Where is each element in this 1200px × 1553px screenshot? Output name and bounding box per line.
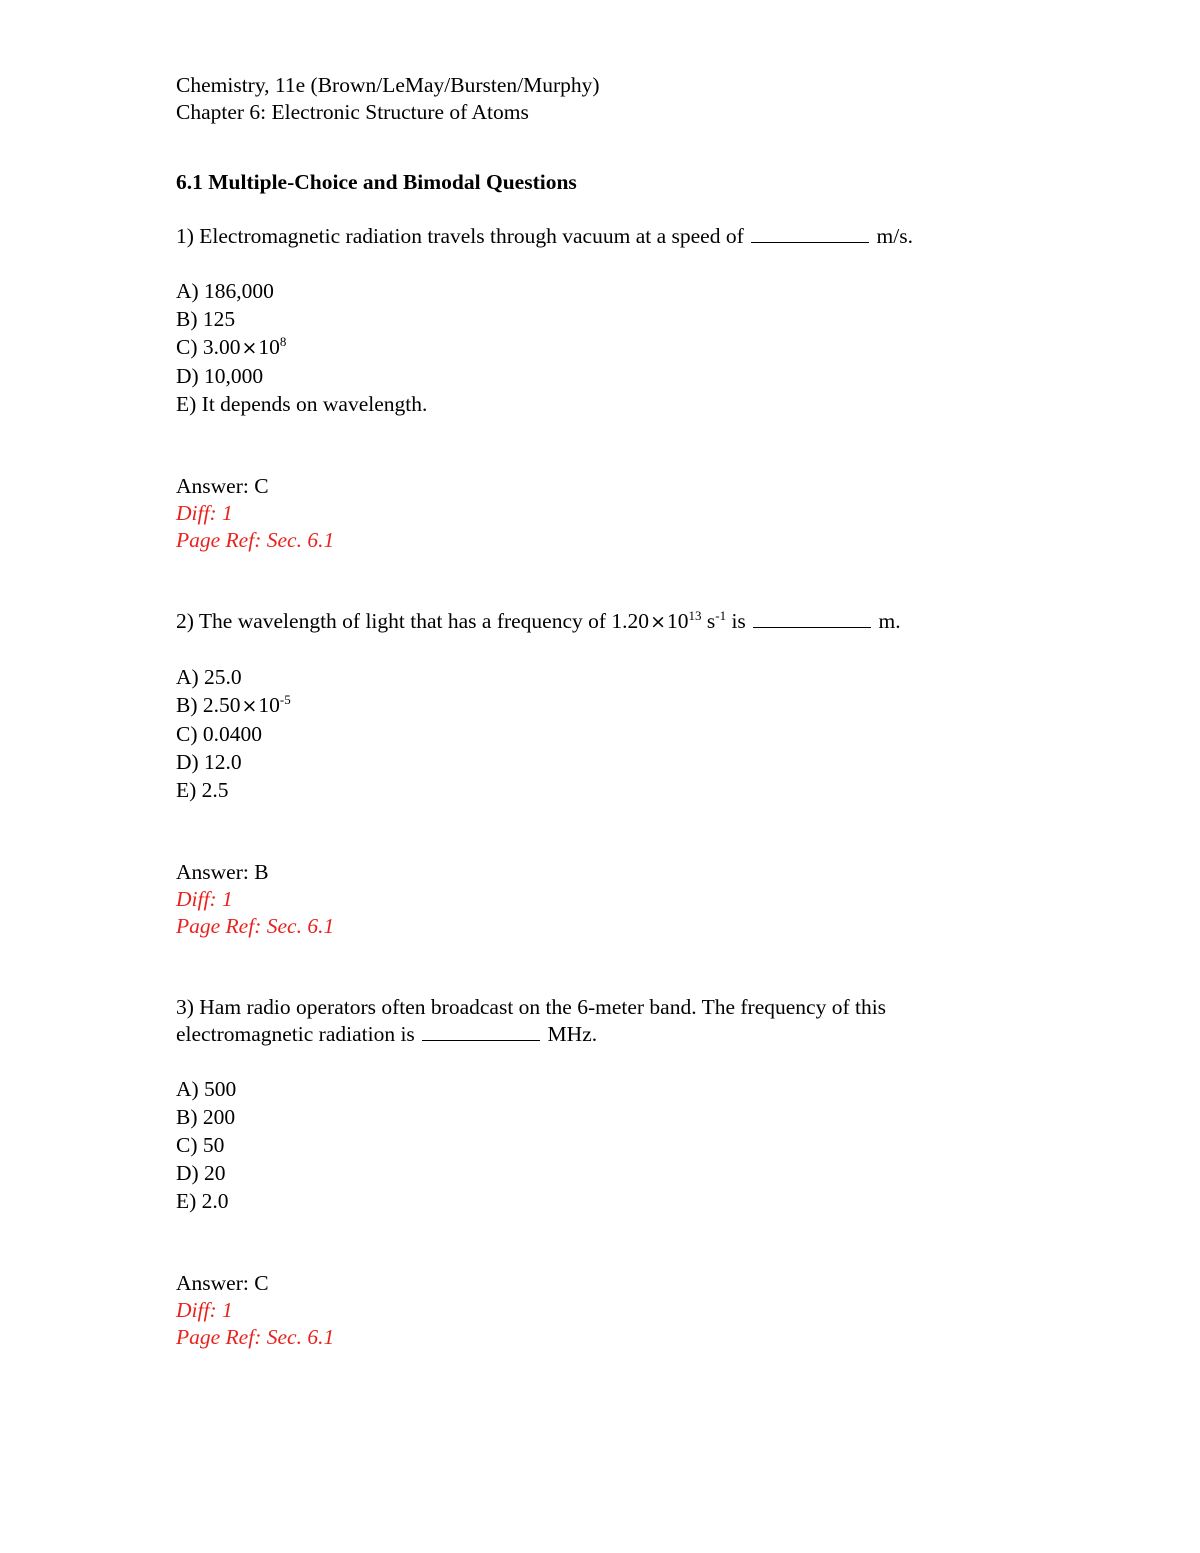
question-1 [176,223,1076,554]
answer-key: Answer: C [176,1271,269,1295]
document-content [176,72,1076,1351]
answer-blank [751,240,869,243]
page-reference: Page Ref: Sec. 6.1 [176,528,335,552]
option-b: B) 200 [176,1105,236,1129]
option-a: A) 186,000 [176,279,274,303]
answer-blank [422,1038,540,1041]
question-stem: 1) Electromagnetic radiation travels through vacuum at a speed of m/s. [176,224,913,248]
chapter-title: Chapter 6: Electronic Structure of Atoms [176,100,529,124]
answer-blank [753,625,871,628]
question-stem: 3) Ham radio operators often broadcast on the 6-meter band. The frequency of this electromagnetic radiation is MHz. [176,995,887,1046]
section-title: 6.1 Multiple-Choice and Bimodal Questions [176,170,577,194]
difficulty: Diff: 1 [176,1298,233,1322]
option-b: B) 125 [176,307,236,331]
question-stem: 2) The wavelength of light that has a frequency of $1.20\times 10^{13}$ $s^{-1}$ is m. [176,608,901,633]
option-a: A) 500 [176,1077,237,1101]
answer-options [176,277,1076,418]
option-d: D) 20 [176,1161,226,1185]
answer-key: Answer: C [176,474,269,498]
option-e: E) 2.0 [176,1189,229,1213]
difficulty: Diff: 1 [176,501,233,525]
option-c: C) $3.00\times 10^8$ [176,334,287,359]
answer-key: Answer: B [176,860,269,884]
answer-options [176,1075,1076,1215]
difficulty: Diff: 1 [176,887,233,911]
option-e: E) 2.5 [176,778,229,802]
question-2 [176,608,1076,940]
option-b: B) $2.50\times 10^{-5}$ [176,692,291,717]
option-a: A) 25.0 [176,665,242,689]
option-c: C) 50 [176,1133,225,1157]
page-reference: Page Ref: Sec. 6.1 [176,914,335,938]
option-d: D) 10,000 [176,364,264,388]
answer-options [176,663,1076,804]
page-reference: Page Ref: Sec. 6.1 [176,1325,335,1349]
book-title: Chemistry, 11e (Brown/LeMay/Bursten/Murphy) [176,73,600,97]
option-c: C) 0.0400 [176,722,262,746]
option-e: E) It depends on wavelength. [176,392,428,416]
option-d: D) 12.0 [176,750,242,774]
question-3 [176,994,1076,1351]
